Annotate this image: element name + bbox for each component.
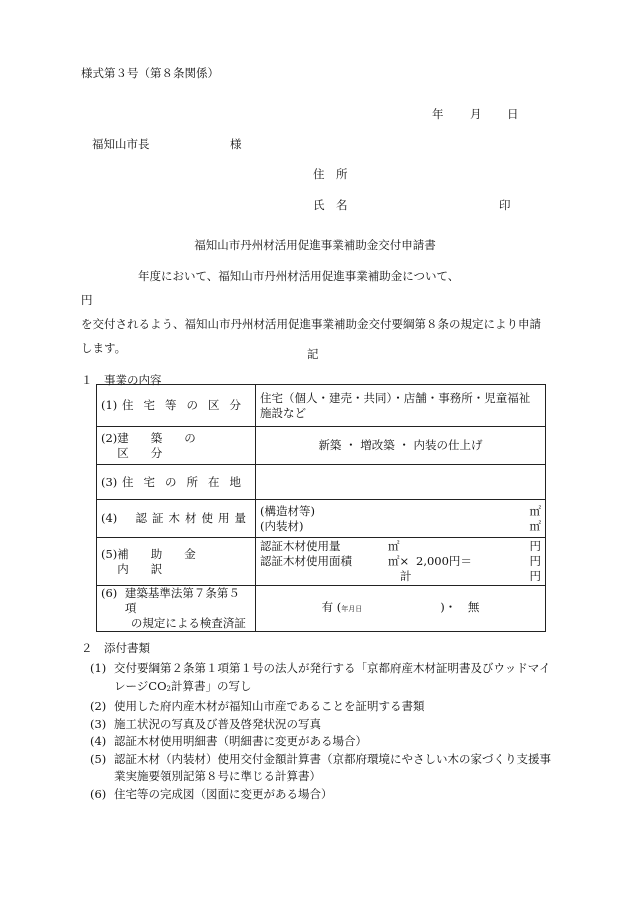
date-day-label: 日 [507,107,519,121]
ki-heading: 記 [307,347,319,361]
row4-label: (4) 認証木材使用量 [97,500,256,538]
list-item: (4) 認証木材使用明細書（明細書に変更がある場合） [90,734,367,748]
list-item: (1) 交付要綱第２条第１項第１号の法人が発行する「京都府産木材証明書及びウッドマイレージCO2計算書」の写し [90,661,551,693]
row5-label-text: 補助金内訳 [117,546,218,576]
paragraph-yen: 円 [81,293,93,307]
table-row [97,465,546,500]
form-number: 様式第３号（第８条関係） [81,66,219,80]
honorific: 様 [230,137,242,151]
row3-label-text: 住宅の所在地 [122,474,251,489]
attachments-list [90,660,560,803]
row3-label: (3) 住宅の所在地 [97,465,256,500]
row6-label: (6) 建築基準法第７条第５項 の規定による検査済証 [97,586,256,632]
list-item: (6) 住宅等の完成図（図面に変更がある場合） [90,786,333,801]
date-month-label: 月 [470,107,482,121]
row2-label-text: 建築の区分 [117,430,218,460]
row2-value: 新築 ・ 増改築 ・ 内装の仕上げ [256,427,546,465]
section1-heading: １ 事業の内容 [81,373,162,387]
paragraph-line1: 年度において、福知山市丹州材活用促進事業補助金について、 [138,269,460,283]
row5-value: 認証木材使用量 ㎡ 円 認証木材使用面積 ㎡× 2,000円＝ 円 計 円 [256,538,546,586]
row4-value: (構造材等) ㎡ (内装材) ㎡ [256,500,546,538]
row2-label: (2) 建築の区分 [97,427,256,465]
row6-value: 有 (年月日 )・ 無 [256,586,546,632]
row1-label: (1) 住宅等の区分 [97,385,256,427]
name-label: 氏 名 [313,198,348,212]
table-row [97,385,546,427]
addressee: 福知山市長 [92,137,150,151]
list-item: (3) 施工状況の写真及び普及啓発状況の写真 [90,716,321,731]
row5-label: (5) 補助金内訳 [97,538,256,586]
paragraph-line3: します。 [81,341,127,355]
project-details-table [96,384,546,632]
document-title: 福知山市丹州材活用促進事業補助金交付申請書 [194,238,436,252]
table-row [97,500,546,538]
seal-mark: 印 [499,198,511,212]
list-item: (2) 使用した府内産木材が福知山市産であることを証明する書類 [90,699,425,713]
row4-label-text: 認証木材使用量 [135,511,251,525]
section2-heading: ２ 添付書類 [81,641,150,655]
row1-label-text: 住宅等の区分 [122,398,251,412]
date-year-label: 年 [432,107,444,121]
address-label: 住 所 [313,167,348,181]
paragraph-line2: を交付されるよう、福知山市丹州材活用促進事業補助金交付要綱第８条の規定により申請 [81,317,541,331]
application-paragraph [81,264,553,360]
row3-value [256,465,546,500]
table-row [97,427,546,465]
table-row [97,538,546,586]
list-item: (5) 認証木材（内装材）使用交付金額計算書（京都府環境にやさしい木の家づくり支援事業実施要領別記第８号に準じる計算書） [90,751,551,783]
table-row [97,586,546,632]
row1-value: 住宅（個人・建売・共同）・店舗・事務所・児童福祉 施設など [256,385,546,427]
